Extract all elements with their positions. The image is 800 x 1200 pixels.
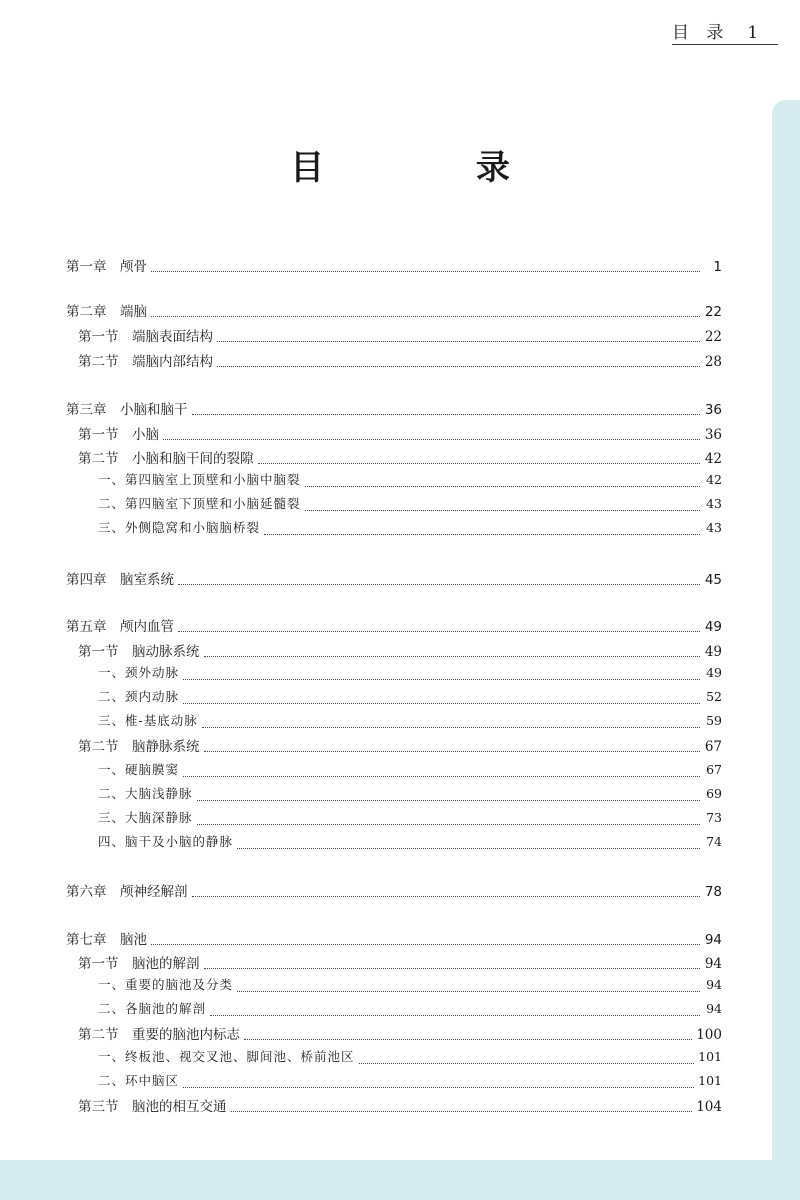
toc-entry-page-number: 94 [706, 1001, 722, 1016]
toc-section-row [66, 735, 722, 757]
toc-leader-dots [305, 500, 700, 511]
toc-item-row [66, 832, 722, 854]
toc-leader-dots [237, 838, 700, 849]
page-title: 目 录 [290, 148, 580, 188]
toc-entry-page-number: 49 [704, 619, 722, 635]
toc-entry-label: 三、大脑深静脉 [98, 810, 193, 825]
toc-leader-dots [217, 356, 700, 367]
toc-section-row [66, 423, 722, 445]
toc-entry-page-number: 49 [706, 665, 722, 680]
toc-entry-label: 一、第四脑室上顶壁和小脑中脑裂 [98, 472, 301, 487]
toc-chapter-row [66, 880, 722, 902]
toc-entry-label: 二、各脑池的解剖 [98, 1001, 207, 1016]
toc-leader-dots [183, 1077, 694, 1088]
toc-leader-dots [204, 741, 701, 752]
toc-entry-page-number: 78 [704, 884, 722, 900]
toc-entry-page-number: 36 [704, 402, 722, 418]
toc-entry-page-number: 101 [698, 1049, 722, 1064]
toc-leader-dots [237, 981, 700, 992]
toc-entry-label: 第二节 重要的脑池内标志 [78, 1027, 240, 1043]
toc-leader-dots [192, 404, 701, 415]
toc-entry-label: 第一节 脑动脉系统 [78, 644, 200, 660]
toc-leader-dots [264, 524, 700, 535]
toc-section-row [66, 952, 722, 974]
toc-chapter-row [66, 398, 722, 420]
toc-entry-page-number: 94 [706, 977, 722, 992]
toc-entry-page-number: 28 [704, 354, 722, 370]
toc-entry-label: 第三节 脑池的相互交通 [78, 1099, 227, 1115]
toc-entry-label: 第一节 端脑表面结构 [78, 329, 213, 345]
toc-entry-label: 第七章 脑池 [66, 932, 147, 948]
toc-leader-dots [151, 306, 700, 317]
toc-leader-dots [258, 453, 701, 464]
toc-entry-page-number: 49 [704, 644, 722, 660]
bottom-band-decoration [0, 1160, 800, 1200]
toc-entry-page-number: 74 [706, 834, 722, 849]
toc-entry-label: 三、椎-基底动脉 [98, 713, 198, 728]
toc-entry-page-number: 94 [704, 932, 722, 948]
toc-entry-label: 一、终板池、视交叉池、脚间池、桥前池区 [98, 1049, 355, 1064]
toc-leader-dots [359, 1053, 695, 1064]
toc-item-row [66, 1071, 722, 1093]
toc-item-row [66, 760, 722, 782]
toc-chapter-row [66, 615, 722, 637]
toc-item-row [66, 663, 722, 685]
toc-entry-label: 第二节 脑静脉系统 [78, 739, 200, 755]
toc-leader-dots [197, 814, 700, 825]
toc-leader-dots [210, 1005, 700, 1016]
toc-item-row [66, 518, 722, 540]
toc-entry-label: 第二节 端脑内部结构 [78, 354, 213, 370]
toc-item-row [66, 808, 722, 830]
toc-leader-dots [178, 621, 700, 632]
toc-leader-dots [305, 476, 700, 487]
toc-entry-page-number: 59 [706, 713, 722, 728]
toc-entry-label: 第一章 颅骨 [66, 259, 147, 275]
toc-entry-label: 三、外侧隐窝和小脑脑桥裂 [98, 520, 261, 535]
toc-entry-page-number: 22 [704, 304, 722, 320]
toc-chapter-row [66, 255, 722, 277]
toc-item-row [66, 975, 722, 997]
toc-section-row [66, 325, 722, 347]
toc-entry-page-number: 22 [704, 329, 722, 345]
toc-entry-label: 一、硬脑膜窦 [98, 762, 180, 777]
toc-entry-label: 第五章 颅内血管 [66, 619, 174, 635]
toc-entry-page-number: 36 [704, 427, 722, 443]
toc-entry-page-number: 67 [706, 762, 722, 777]
toc-leader-dots [202, 717, 700, 728]
toc-entry-page-number: 69 [706, 786, 722, 801]
toc-entry-page-number: 45 [704, 572, 722, 588]
toc-entry-page-number: 43 [706, 520, 722, 535]
side-tab-decoration [772, 100, 800, 1180]
toc-item-row [66, 470, 722, 492]
toc-entry-page-number: 43 [706, 496, 722, 511]
toc-entry-label: 第三章 小脑和脑干 [66, 402, 188, 418]
toc-leader-dots [151, 261, 700, 272]
toc-entry-label: 第一节 脑池的解剖 [78, 956, 200, 972]
toc-leader-dots [183, 669, 700, 680]
toc-item-row [66, 494, 722, 516]
toc-item-row [66, 1047, 722, 1069]
toc-entry-label: 二、大脑浅静脉 [98, 786, 193, 801]
toc-entry-label: 四、脑干及小脑的静脉 [98, 834, 234, 849]
toc-section-row [66, 640, 722, 662]
toc-leader-dots [204, 646, 701, 657]
toc-entry-label: 第四章 脑室系统 [66, 572, 174, 588]
running-head-rule [672, 44, 778, 45]
toc-item-row [66, 999, 722, 1021]
toc-chapter-row [66, 568, 722, 590]
toc-entry-label: 一、重要的脑池及分类 [98, 977, 234, 992]
toc-leader-dots [197, 790, 700, 801]
toc-entry-page-number: 52 [706, 689, 722, 704]
toc-entry-label: 第六章 颅神经解剖 [66, 884, 188, 900]
toc-leader-dots [231, 1101, 693, 1112]
toc-entry-page-number: 67 [704, 739, 722, 755]
toc-chapter-row [66, 928, 722, 950]
toc-entry-page-number: 100 [696, 1027, 722, 1043]
toc-item-row [66, 784, 722, 806]
toc-entry-label: 二、第四脑室下顶壁和小脑延髓裂 [98, 496, 301, 511]
toc-entry-page-number: 1 [713, 259, 722, 275]
toc-entry-label: 二、颈内动脉 [98, 689, 180, 704]
toc-section-row [66, 350, 722, 372]
toc-entry-page-number: 104 [696, 1099, 722, 1115]
toc-section-row [66, 447, 722, 469]
toc-entry-label: 第一节 小脑 [78, 427, 159, 443]
toc-item-row [66, 687, 722, 709]
toc-entry-page-number: 42 [704, 451, 722, 467]
toc-leader-dots [244, 1029, 692, 1040]
running-head-title: 目 录 [672, 23, 730, 43]
toc-entry-label: 二、环中脑区 [98, 1073, 180, 1088]
toc-leader-dots [151, 934, 700, 945]
toc-leader-dots [217, 331, 700, 342]
toc-entry-label: 第二节 小脑和脑干间的裂隙 [78, 451, 254, 467]
toc-entry-page-number: 73 [706, 810, 722, 825]
toc-chapter-row [66, 300, 722, 322]
running-head-page-number: 1 [747, 23, 765, 43]
toc-section-row [66, 1095, 722, 1117]
toc-entry-label: 一、颈外动脉 [98, 665, 180, 680]
toc-entry-label: 第二章 端脑 [66, 304, 147, 320]
toc-leader-dots [183, 693, 700, 704]
toc-entry-page-number: 42 [706, 472, 722, 487]
running-head [672, 18, 778, 43]
toc-leader-dots [163, 429, 700, 440]
toc-leader-dots [178, 574, 700, 585]
toc-leader-dots [204, 958, 701, 969]
toc-entry-page-number: 101 [698, 1073, 722, 1088]
toc-section-row [66, 1023, 722, 1045]
toc-entry-page-number: 94 [704, 956, 722, 972]
toc-leader-dots [192, 886, 701, 897]
toc-leader-dots [183, 766, 700, 777]
toc-item-row [66, 711, 722, 733]
